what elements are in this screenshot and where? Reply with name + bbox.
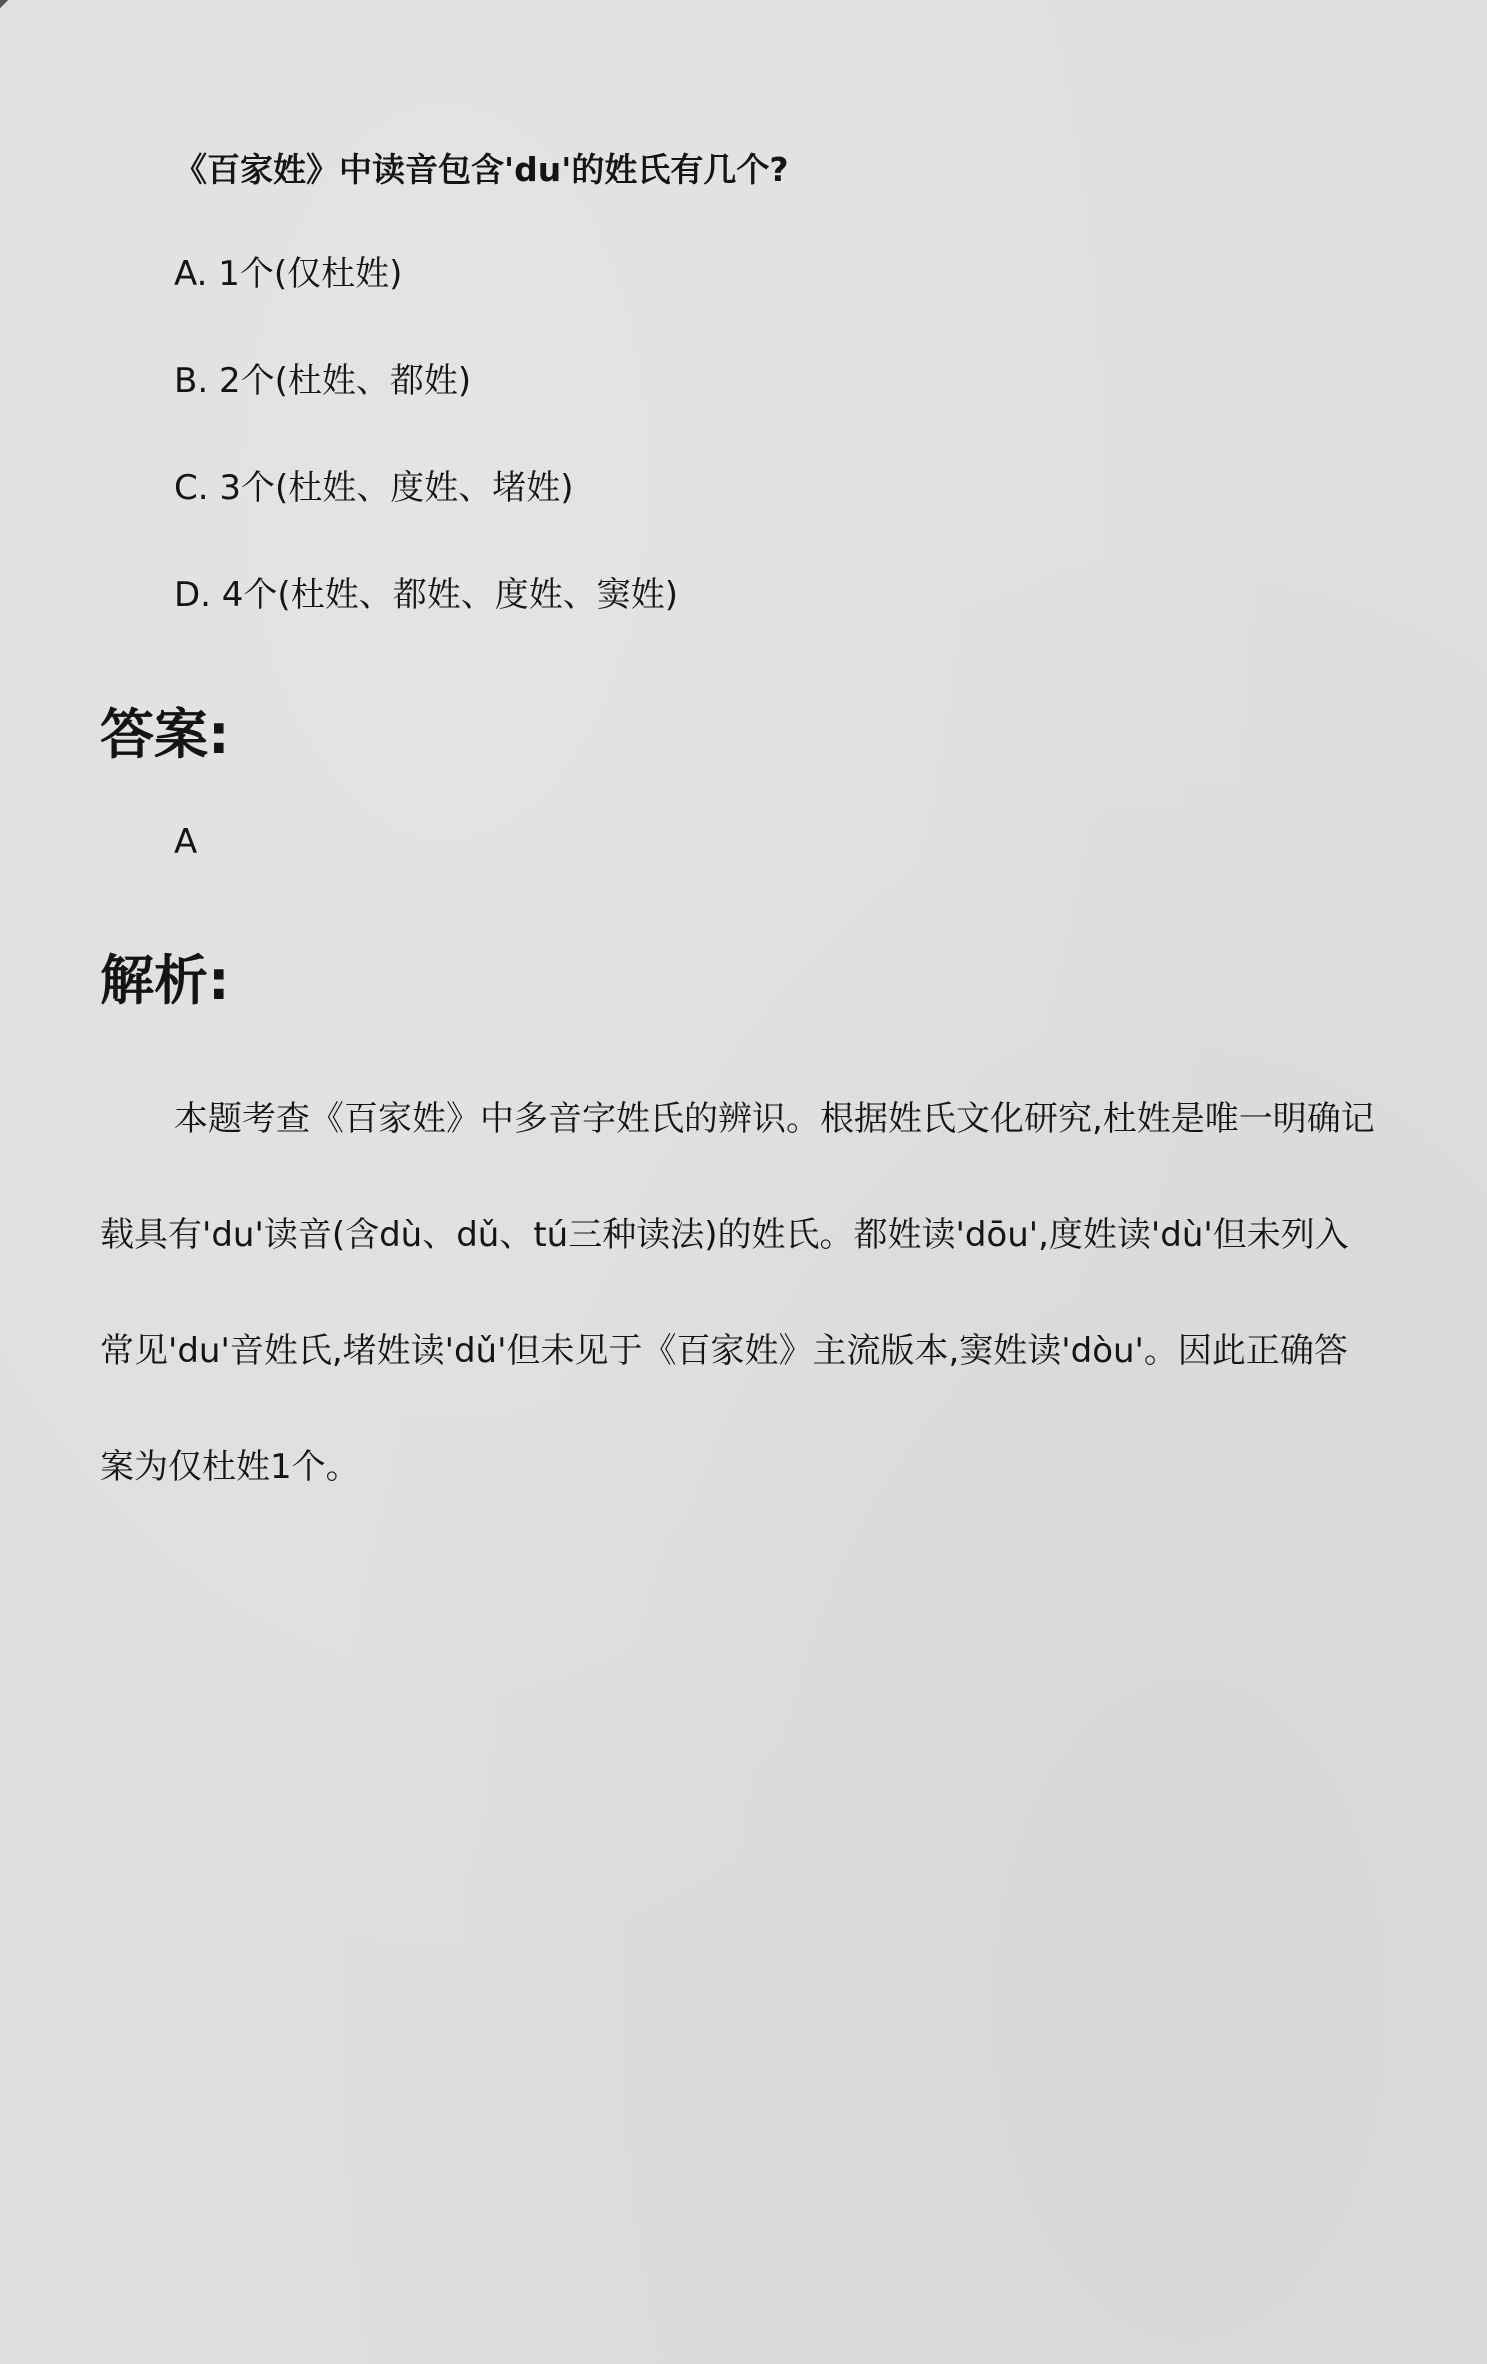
option-a: A. 1个(仅杜姓) [174, 254, 403, 294]
option-c: C. 3个(杜姓、度姓、堵姓) [174, 468, 574, 508]
options-list [174, 244, 678, 672]
answer-heading: 答案: [100, 703, 230, 766]
analysis-heading: 解析: [100, 949, 230, 1012]
question-text: 《百家姓》中读音包含'du'的姓氏有几个? [174, 150, 789, 189]
option-d: D. 4个(杜姓、都姓、度姓、窦姓) [174, 575, 678, 615]
answer-value: A [174, 822, 198, 862]
option-b: B. 2个(杜姓、都姓) [174, 361, 472, 401]
corner-mark [0, 0, 10, 10]
analysis-text: 本题考查《百家姓》中多音字姓氏的辨识。根据姓氏文化研究,杜姓是唯一明确记载具有'du'读音(含dù、dǔ、tú三种读法)的姓氏。都姓读'dōu',度姓读'dù'但未列入常见'du'音姓氏,堵姓读'dǔ'但未见于《百家姓》主流版本,窦姓读'dòu'。因此正确答案为仅杜姓1个。 [100, 1099, 1375, 1487]
